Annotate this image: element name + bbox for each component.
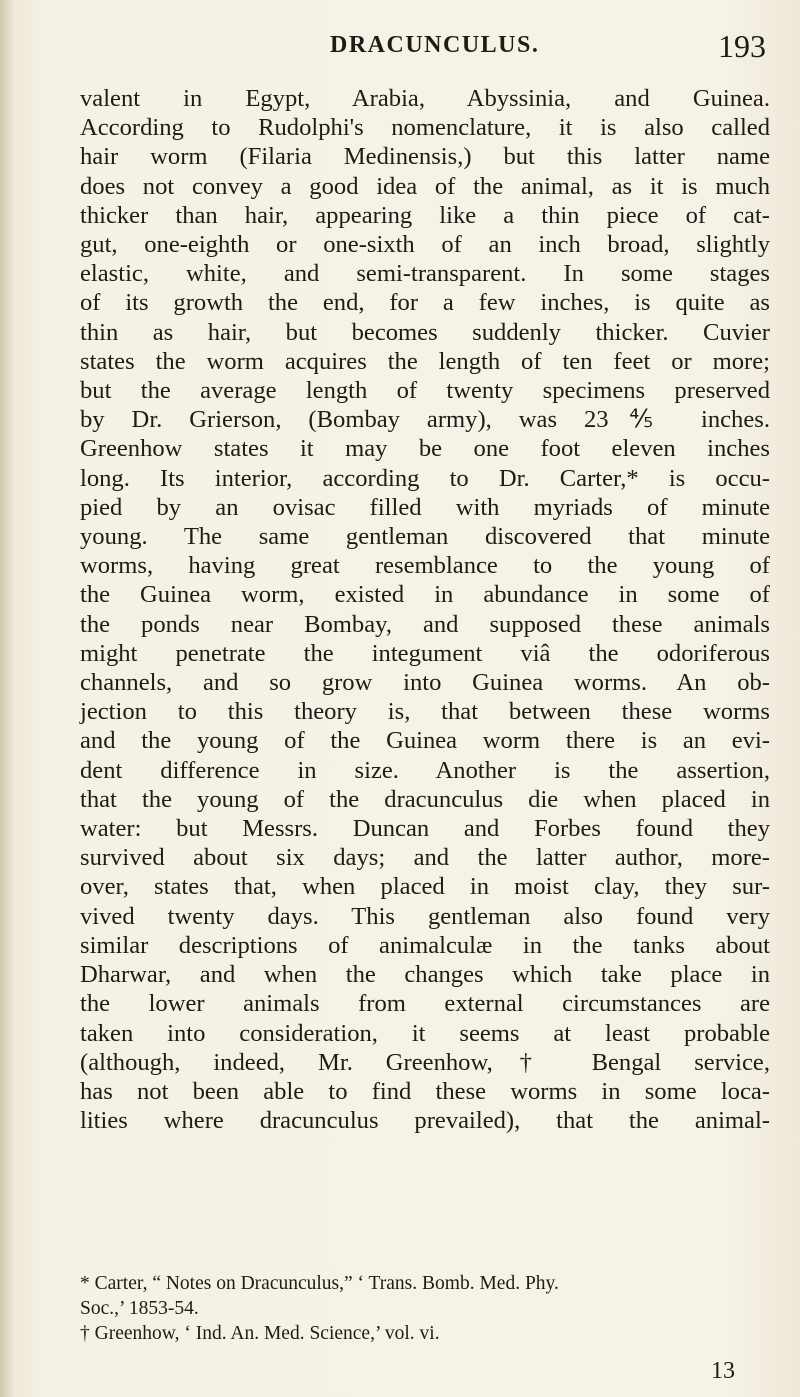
text-line: gut, one-eighth or one-sixth of an inch broad, slightly (80, 231, 770, 259)
text-line: but the average length of twenty specimens preserved (80, 377, 770, 405)
signature-mark: 13 (711, 1358, 735, 1384)
text-line: water: but Messrs. Duncan and Forbes found they (80, 815, 770, 843)
text-line: states the worm acquires the length of ten feet or more; (80, 347, 770, 375)
text-line: pied by an ovisac filled with myriads of minute (80, 493, 770, 521)
text-line: valent in Egypt, Arabia, Abyssinia, and Guinea. (80, 85, 770, 112)
footnote-carter: * Carter, “ Notes on Dracunculus,” ‘ Trans. Bomb. Med. Phy. (80, 1273, 559, 1294)
running-head: DRACUNCULUS. (330, 32, 540, 58)
page-binding-shadow (0, 0, 14, 1397)
text-line: channels, and so grow into Guinea worms. An ob- (80, 669, 770, 697)
footnote-greenhow: † Greenhow, ‘ Ind. An. Med. Science,’ vol. vi. (80, 1323, 440, 1344)
text-line: that the young of the dracunculus die when placed in (80, 785, 770, 813)
page-header (80, 28, 770, 68)
body-text (80, 84, 770, 1135)
text-line: the Guinea worm, existed in abundance in some of (80, 581, 770, 609)
text-line: thicker than hair, appearing like a thin piece of cat- (80, 201, 770, 229)
text-line: dent difference in size. Another is the assertion, (80, 756, 770, 784)
text-line: has not been able to find these worms in some loca- (80, 1077, 770, 1105)
text-line: Greenhow states it may be one foot eleven inches (80, 435, 770, 463)
text-line: taken into consideration, it seems at least probable (80, 1019, 770, 1047)
text-line: young. The same gentleman discovered that minute (80, 523, 770, 551)
text-line: survived about six days; and the latter author, more- (80, 844, 770, 872)
text-line: the lower animals from external circumstances are (80, 990, 770, 1018)
text-line: of its growth the end, for a few inches, is quite as (80, 289, 770, 317)
text-line: vived twenty days. This gentleman also found very (80, 902, 770, 930)
text-line: might penetrate the integument viâ the odoriferous (80, 639, 770, 667)
text-line: similar descriptions of animalculæ in the tanks about (80, 931, 770, 959)
text-line: long. Its interior, according to Dr. Carter,* is occu- (80, 464, 770, 492)
text-line: lities where dracunculus prevailed), that the animal- (80, 1107, 770, 1135)
footnotes (80, 1271, 770, 1346)
text-line: elastic, white, and semi-transparent. In some stages (80, 260, 770, 288)
text-line: thin as hair, but becomes suddenly thicker. Cuvier (80, 318, 770, 346)
text-line: worms, having great resemblance to the young of (80, 552, 770, 580)
text-line: hair worm (Filaria Medinensis,) but this latter name (80, 143, 770, 171)
text-line: does not convey a good idea of the animal, as it is much (80, 172, 770, 200)
text-line: jection to this theory is, that between these worms (80, 698, 770, 726)
text-line: Dharwar, and when the changes which take place in (80, 961, 770, 989)
text-line: the ponds near Bombay, and supposed these animals (80, 610, 770, 638)
text-line: over, states that, when placed in moist clay, they sur- (80, 873, 770, 901)
text-line: (although, indeed, Mr. Greenhow,† Bengal service, (80, 1048, 770, 1076)
text-line: and the young of the Guinea worm there is an evi- (80, 727, 770, 755)
page-number: 193 (718, 28, 766, 64)
text-line: by Dr. Grierson, (Bombay army), was 23⅘ inches. (80, 406, 770, 434)
footnote-carter-continuation: Soc.,’ 1853-54. (80, 1298, 199, 1319)
text-line: According to Rudolphi's nomenclature, it is also called (80, 114, 770, 142)
